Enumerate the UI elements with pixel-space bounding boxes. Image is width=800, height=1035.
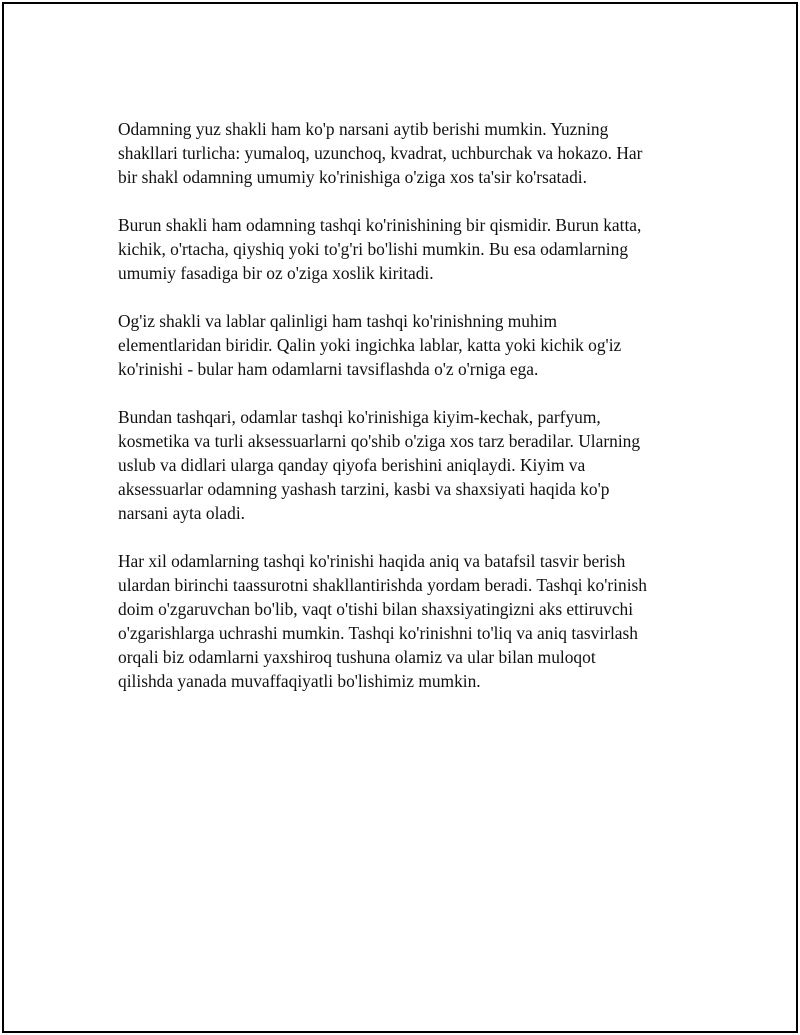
paragraph-clothing-accessories: Bundan tashqari, odamlar tashqi ko'rinishiga kiyim-kechak, parfyum, kosmetika va turli aksessuarlarni qo'shib o'ziga xos tarz beradilar. Ularning uslub va didlari ularga qanday qiyofa berishini aniqlaydi. Kiyim va aksessuarlar odamning yashash tarzini, kasbi va shaxsiyati haqida ko'p narsani ayta oladi. (118, 407, 641, 523)
paragraph-face-shape: Odamning yuz shakli ham ko'p narsani aytib berishi mumkin. Yuzning shakllari turlicha: yumaloq, uzunchoq, kvadrat, uchburchak va hokazo. Har bir shakl odamning umumiy ko'rinishiga o'ziga xos ta'sir ko'rsatadi. (118, 119, 643, 187)
paragraph-mouth-lips: Og'iz shakli va lablar qalinligi ham tashqi ko'rinishning muhim elementlaridan biridir. Qalin yoki ingichka lablar, katta yoki kichik og'iz ko'rinishi - bular ham odamlarni tavsiflashda o'z o'rniga ega. (118, 311, 622, 379)
paragraph-nose-shape: Burun shakli ham odamning tashqi ko'rinishining bir qismidir. Burun katta, kichik, o'rtacha, qiyshiq yoki to'g'ri bo'lishi mumkin. Bu esa odamlarning umumiy fasadiga bir oz o'ziga xoslik kiritadi. (118, 215, 642, 283)
paragraph-conclusion: Har xil odamlarning tashqi ko'rinishi haqida aniq va batafsil tasvir berish ulardan birinchi taassurotni shakllantirishda yordam beradi. Tashqi ko'rinish doim o'zgaruvchan bo'lib, vaqt o'tishi bilan shaxsiyatingizni aks ettiruvchi o'zgarishlarga uchrashi mumkin. Tashqi ko'rinishni to'liq va aniq tasvirlash orqali biz odamlarni yaxshiroq tushuna olamiz va ular bilan muloqot qilishda yanada muvaffaqiyatli bo'lishimiz mumkin. (118, 551, 647, 691)
document-body (118, 117, 698, 717)
